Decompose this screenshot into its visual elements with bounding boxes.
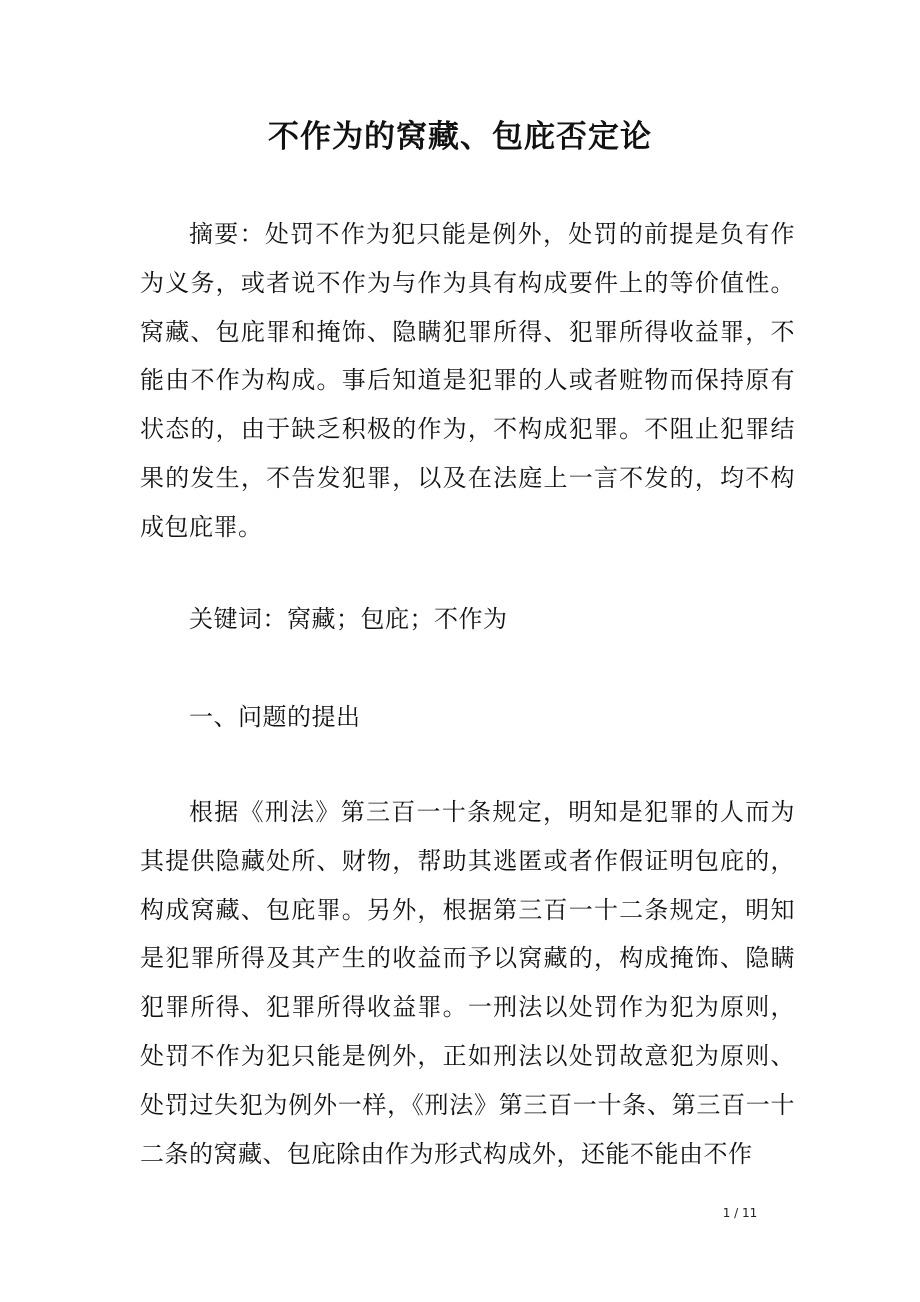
abstract-paragraph: 摘要：处罚不作为犯只能是例外，处罚的前提是负有作为义务，或者说不作为与作为具有构成要件上的等价值性。窝藏、包庇罪和掩饰、隐瞒犯罪所得、犯罪所得收益罪，不能由不作为构成。事后知道是犯罪的人或者赃物而保持原有状态的，由于缺乏积极的作为，不构成犯罪。不阻止犯罪结果的发生，不告发犯罪，以及在法庭上一言不发的，均不构成包庇罪。 xyxy=(140,220,795,541)
page-number: 1 / 11 xyxy=(722,1206,758,1220)
body-paragraph: 根据《刑法》第三百一十条规定，明知是犯罪的人而为其提供隐藏处所、财物，帮助其逃匿或者作假证明包庇的，构成窝藏、包庇罪。另外，根据第三百一十二条规定，明知是犯罪所得及其产生的收益而予以窝藏的，构成掩饰、隐瞒犯罪所得、犯罪所得收益罪。一刑法以处罚作为犯为原则，处罚不作为犯只能是例外，正如刑法以处罚故意犯为原则、处罚过失犯为例外一样，《刑法》第三百一十条、第三百一十二条的窝藏、包庇除由作为形式构成外，还能不能由不作 xyxy=(140,798,795,1168)
section-heading: 一、问题的提出 xyxy=(189,703,361,731)
document-title: 不作为的窝藏、包庇否定论 xyxy=(268,119,652,155)
keywords-line: 关键词：窝藏；包庇；不作为 xyxy=(189,605,508,633)
